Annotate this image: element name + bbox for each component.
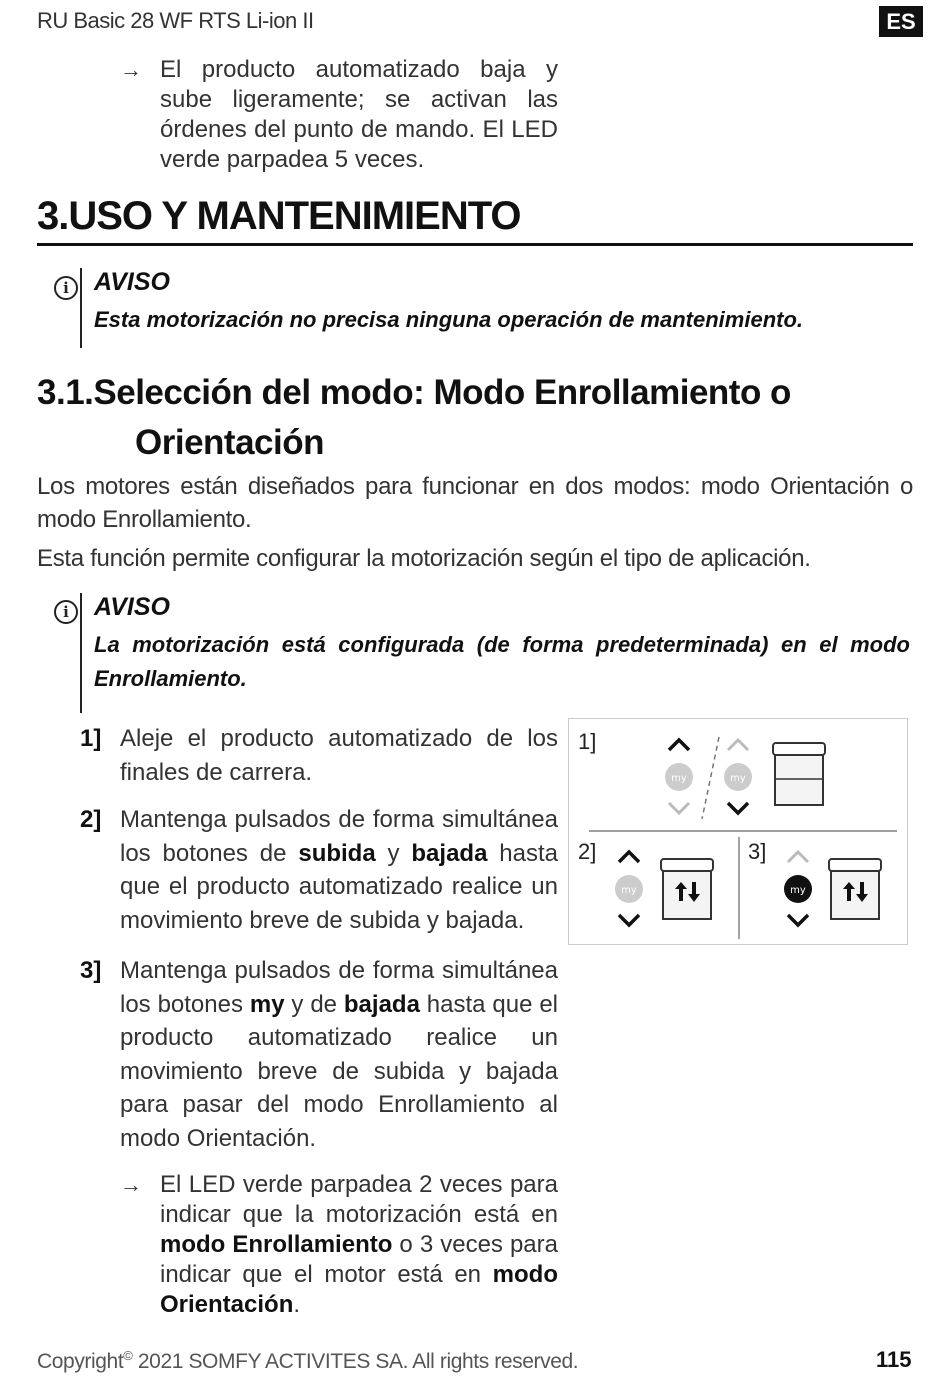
step-text-part: hasta que el producto automatizado realice un movimiento breve de subida y bajada para pasar del modo Enrollamiento al modo Orientación. (120, 990, 559, 1152)
info-icon: i (54, 600, 78, 624)
notice-maintenance (80, 268, 910, 348)
chevron-up-icon (788, 852, 808, 862)
my-button-icon (724, 763, 752, 791)
step-item (80, 722, 558, 789)
chevron-up-icon (728, 740, 748, 750)
language-badge: ES (879, 6, 923, 37)
chevron-down-icon (669, 803, 689, 813)
intro-bullet (120, 55, 558, 175)
step-text-part: y de (284, 990, 344, 1018)
step-text-part: hasta que el producto automatizado realice un movimiento breve de subida y bajada. (120, 839, 558, 934)
arrow-icon: → (120, 57, 142, 82)
step-text (120, 803, 558, 937)
svg-text:my: my (790, 885, 806, 896)
my-button-icon (665, 763, 693, 791)
step-item (80, 954, 558, 1155)
result-text-part: El LED verde parpadea 2 veces para indicar que la motorización está en (160, 1171, 558, 1228)
step-text (120, 954, 558, 1155)
svg-text:my: my (730, 773, 746, 784)
step-item (80, 803, 558, 937)
intro-bullet-text: El producto automatizado baja y sube ligeramente; se activan las órdenes del punto de mando. El LED verde parpadea 5 veces. (160, 56, 558, 173)
chevron-up-icon (669, 740, 689, 750)
paragraph-modes: Los motores están diseñados para funcionar en dos modos: modo Orientación o modo Enrollamiento. (37, 473, 913, 533)
section-title: 3.USO Y MANTENIMIENTO (37, 194, 521, 238)
subsection-title-line1: 3.1.Selección del modo: Modo Enrollamiento o (37, 373, 791, 412)
notice-title: AVISO (94, 593, 170, 621)
step-text-part: y (375, 839, 412, 867)
figure-label-3: 3] (748, 839, 767, 864)
chevron-down-icon (619, 915, 639, 925)
step-text-part: Mantenga pulsados de forma simultánea los botones de (120, 806, 558, 867)
product-up-down-icon (661, 859, 713, 919)
step-bold-term: my (249, 990, 285, 1018)
result-text-part: . (293, 1291, 301, 1318)
chevron-down-icon (788, 915, 808, 925)
page-number: 115 (876, 1347, 912, 1372)
info-icon: i (54, 276, 78, 300)
paragraph-function: Esta función permite configurar la motorización según el tipo de aplicación. (37, 545, 811, 572)
copyright-text: Copyright (37, 1350, 124, 1373)
step-number: 3] (80, 957, 102, 984)
arrow-icon: → (120, 1172, 142, 1197)
document-title: RU Basic 28 WF RTS Li-ion II (37, 8, 314, 33)
chevron-up-icon (619, 852, 639, 862)
subsection-title (37, 368, 791, 468)
remote-procedure-figure (568, 718, 908, 945)
notice-text: La motorización está configurada (de forma predeterminada) en el modo Enrollamiento. (94, 632, 910, 691)
copyright-symbol: © (123, 1348, 133, 1363)
my-button-icon (615, 875, 643, 903)
copyright-text: 2021 SOMFY ACTIVITES SA. All rights reserved. (132, 1350, 579, 1373)
result-bold-term: modo Enrollamiento (160, 1231, 393, 1258)
svg-text:my: my (671, 773, 687, 784)
notice-title: AVISO (94, 268, 170, 296)
notice-default-mode (80, 593, 910, 713)
result-bold-term: modo Orientación (160, 1261, 558, 1318)
section-divider (37, 243, 913, 246)
product-icon (773, 743, 825, 805)
figure-label-2: 2] (578, 839, 597, 864)
step-text: Aleje el producto automatizado de los finales de carrera. (120, 725, 558, 786)
step-number: 2] (80, 806, 102, 833)
result-text-part: o 3 veces para indicar que el motor está en (160, 1231, 558, 1288)
svg-text:my: my (621, 885, 637, 896)
chevron-down-icon (728, 803, 748, 813)
figure-drawing (569, 719, 909, 946)
step-bold-term: subida (298, 839, 376, 867)
result-bullet (120, 1170, 558, 1320)
my-button-icon (784, 875, 812, 903)
subsection-title-line2: Orientación (135, 423, 324, 462)
step-bold-term: bajada (411, 839, 488, 867)
notice-text: Esta motorización no precisa ninguna operación de mantenimiento. (94, 307, 804, 332)
step-number: 1] (80, 725, 102, 752)
product-up-down-icon (829, 859, 881, 919)
figure-label-1: 1] (578, 729, 597, 754)
step-text-part: Mantenga pulsados de forma simultánea los botones (120, 957, 558, 1018)
step-bold-term: bajada (343, 990, 420, 1018)
copyright-notice (37, 1348, 578, 1374)
